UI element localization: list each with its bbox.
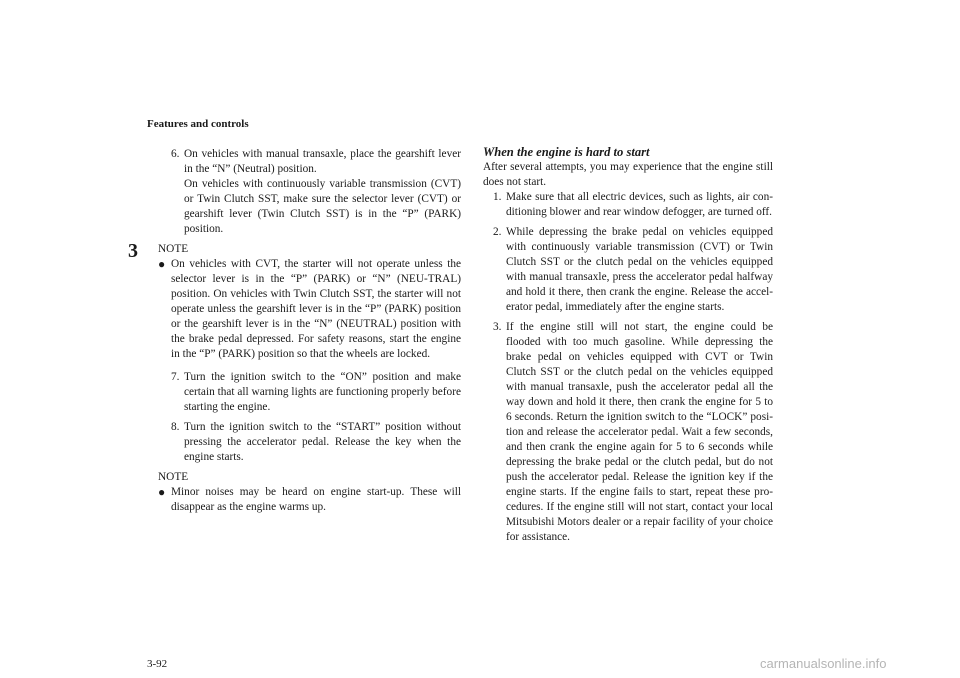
step-text: Turn the ignition switch to the “ON” position and make certain that all warning lights are functioning properly before starting the engine. — [184, 371, 461, 413]
list-item — [493, 190, 773, 220]
step-6 — [171, 147, 461, 237]
list-item — [493, 225, 773, 315]
step-number: 3. — [493, 321, 502, 333]
step-text: Turn the ignition switch to the “START” position without pressing the accelerator pedal. Release the key when the engine starts. — [184, 421, 461, 463]
note-label: NOTE — [158, 471, 189, 483]
bullet-icon: ● — [158, 485, 166, 499]
right-column — [483, 147, 773, 550]
step-number: 7. — [171, 371, 180, 383]
step-number: 2. — [493, 226, 502, 238]
step-text: Make sure that all electric devices, such as lights, air con-ditioning blower and rear window defogger, are turned off. — [506, 191, 773, 218]
section-title: Features and controls — [147, 118, 249, 130]
intro-text: After several attempts, you may experience that the engine still does not start. — [483, 161, 773, 188]
watermark: carmanualsonline.info — [760, 656, 887, 671]
step-list — [483, 190, 773, 545]
chapter-tab: 3 — [128, 240, 138, 262]
note-block — [158, 242, 461, 362]
list-item — [493, 320, 773, 545]
note-text: On vehicles with CVT, the starter will not operate unless the selector lever is in the “P” (PARK) or “N” (NEU-TRAL) position. — [171, 258, 461, 300]
step-number: 6. — [171, 148, 180, 160]
note-block — [158, 470, 461, 515]
step-text: If the engine still will not start, the engine could be flooded with too much gasoline. While depressing the brake pedal on vehicles equipped with CVT or Twin Clutch SST or the clutch pedal on the vehicles equipped with manual transaxle, push the accelerator pedal all the way down and hold it there, then crank the engine for 5 to 6 seconds. Return the ignition switch to the “LOCK” posi-tion and release the accelerator pedal. Wait a few seconds, and then crank the engine again for 5 to 6 seconds while depressing the brake pedal or the clutch pedal, but do not push the accelerator pedal. Release the ignition key if the engine starts. If the engine fails to start, repeat these pro-cedures. If the engine still will not start, contact your local Mitsubishi Motors dealer or a repair facility of your choice for assistance. — [506, 321, 773, 543]
note-item — [158, 485, 461, 515]
step-8 — [171, 420, 461, 465]
note-text: On vehicles with Twin Clutch SST, the starter will not operate unless the gearshift lever is in the “P” (PARK) position or the gearshift lever is in the “N” (NEUTRAL) position with the brake pedal depressed. — [171, 288, 461, 345]
step-text: While depressing the brake pedal on vehicles equipped with continuously variable transmission (CVT) or Twin Clutch SST or the clutch pedal on the vehicles equipped with manual transaxle, press the accelerator pedal halfway and hold it there, then crank the engine. Release the accel-erator pedal, immediately after the engine starts. — [506, 226, 773, 313]
note-text: Minor noises may be heard on engine start-up. These will disappear as the engine warms up. — [171, 486, 461, 513]
note-item — [158, 257, 461, 362]
page-number: 3-92 — [147, 658, 168, 670]
left-column — [158, 147, 461, 523]
note-text: For safety reasons, start the engine in the “P” (PARK) position so that the wheels are locked. — [171, 333, 461, 360]
step-7 — [171, 370, 461, 415]
subsection-heading: When the engine is hard to start — [483, 145, 650, 159]
bullet-icon: ● — [158, 257, 166, 271]
step-text: On vehicles with manual transaxle, place the gearshift lever in the “N” (Neutral) position. — [184, 148, 461, 175]
step-number: 8. — [171, 421, 180, 433]
note-label: NOTE — [158, 243, 189, 255]
step-text: On vehicles with continuously variable transmission (CVT) or Twin Clutch SST, make sure the selector lever (CVT) or gearshift lever (Twin Clutch SST) is in the “P” (PARK) position. — [184, 178, 461, 235]
step-number: 1. — [493, 191, 502, 203]
